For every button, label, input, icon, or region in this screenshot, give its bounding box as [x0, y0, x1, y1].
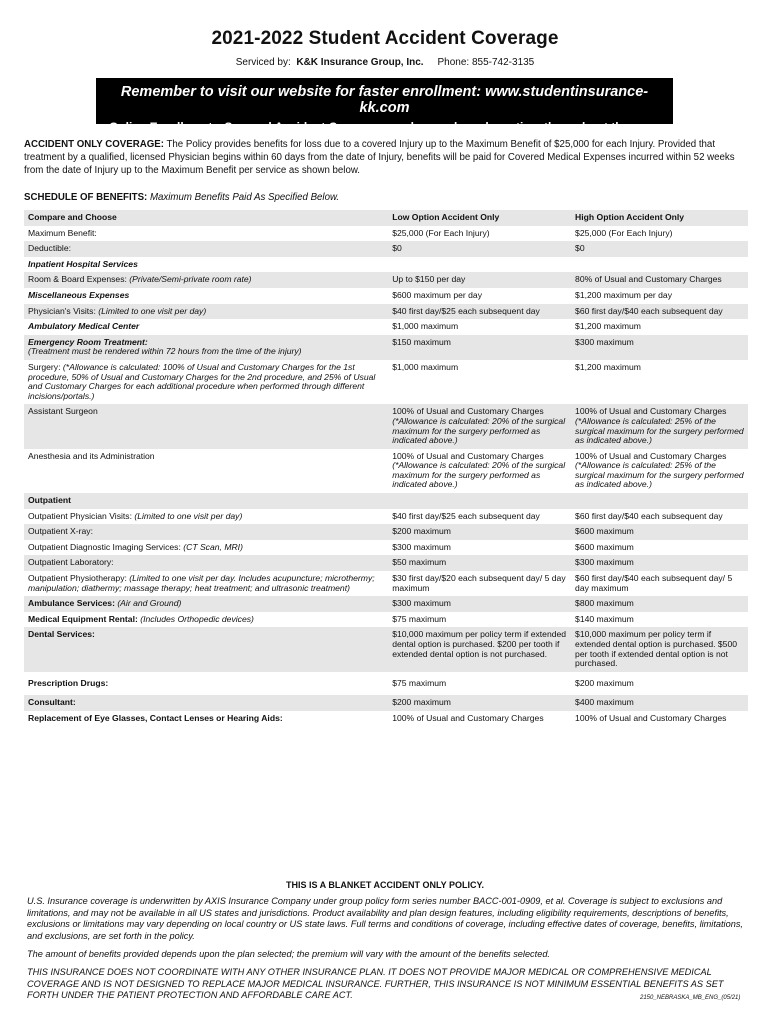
section-heading-inpatient: Inpatient Hospital Services [24, 257, 748, 273]
anesthesia-low: 100% of Usual and Customary Charges [392, 450, 544, 461]
low-option-value: $0 [388, 241, 571, 257]
row-label: Assistant Surgeon [24, 404, 388, 448]
section-heading-outpatient: Outpatient [24, 493, 748, 509]
banner-website-line: Remember to visit our website for faster enrollment: www.studentinsurance-kk.com [120, 84, 649, 116]
table-row [24, 596, 748, 612]
section-row [24, 493, 748, 509]
medical-equipment-label: Medical Equipment Rental: [28, 613, 138, 624]
coverage-intro-text: The Policy provides benefits for loss due to a covered Injury up to the Maximum Benefit of $25,000 for each Injury. Provided that treatment by a qualified, licensed Physician begins within 60 days from the date of Injury, benefits will be paid for Covered Medical Expenses incurred within 52 weeks from the date of Injury up to the Maximum Benefit per service as shown below. [24, 139, 735, 177]
table-row [24, 627, 748, 671]
benefits-table [24, 210, 748, 727]
form-code: 2150_NEBRASKA_MB_ENG_(05/21) [640, 995, 741, 1001]
op-physician-note: (Limited to one visit per day) [134, 510, 243, 521]
low-option-value [388, 449, 571, 493]
anesthesia-high: 100% of Usual and Customary Charges [575, 450, 727, 461]
table-row [24, 226, 748, 242]
assistant-high-note: (*Allowance is calculated: 25% of the surgical maximum for the surgery performed as indicated above.) [575, 415, 744, 446]
schedule-lead: SCHEDULE OF BENEFITS: [24, 192, 148, 203]
phone-number: Phone: 855-742-3135 [437, 57, 535, 68]
table-row [24, 335, 748, 360]
row-label [24, 360, 388, 404]
table-row [24, 319, 748, 335]
table-row [24, 711, 748, 727]
low-option-value: 100% of Usual and Customary Charges [388, 711, 571, 727]
anesthesia-high-note: (*Allowance is calculated: 25% of the surgical maximum for the surgery performed as indicated above.) [575, 460, 744, 490]
schedule-heading [24, 192, 339, 203]
row-label: Outpatient Laboratory: [24, 555, 388, 571]
row-label: Ambulatory Medical Center [24, 319, 388, 335]
assistant-high: 100% of Usual and Customary Charges [575, 406, 727, 417]
table-row [24, 524, 748, 540]
high-option-value [571, 404, 748, 448]
blanket-policy-heading: THIS IS A BLANKET ACCIDENT ONLY POLICY. [285, 880, 485, 890]
column-header: Compare and Choose [24, 210, 388, 226]
row-label: Deductible: [24, 241, 388, 257]
table-row [24, 540, 748, 556]
row-label [24, 571, 388, 596]
column-header: Low Option Accident Only [388, 210, 571, 226]
room-board-note: (Private/Semi-private room rate) [129, 274, 252, 285]
row-label [24, 540, 388, 556]
low-option-value: $25,000 (For Each Injury) [388, 226, 571, 242]
assistant-low-note: (*Allowance is calculated: 20% of the surgical maximum for the surgery performed as indicated above.) [392, 415, 566, 446]
physician-label: Physician's Visits: [28, 305, 99, 316]
table-row [24, 555, 748, 571]
low-option-value: $1,000 maximum [388, 360, 571, 404]
low-option-value: $1,000 maximum [388, 319, 571, 335]
surgery-label: Surgery: [28, 361, 63, 372]
assistant-low: 100% of Usual and Customary Charges [392, 406, 544, 417]
er-note: (Treatment must be rendered within 72 hours from the time of the injury) [28, 346, 302, 357]
coverage-intro [24, 138, 748, 178]
row-label [24, 304, 388, 320]
coverage-intro-lead: ACCIDENT ONLY COVERAGE: [24, 139, 164, 150]
row-label [24, 335, 388, 360]
row-label: Consultant: [24, 695, 388, 711]
low-option-value: $150 maximum [388, 335, 571, 360]
op-imaging-label: Outpatient Diagnostic Imaging Services: [28, 541, 184, 552]
high-option-value [571, 449, 748, 493]
high-option-value: 100% of Usual and Customary Charges [571, 711, 748, 727]
op-physician-label: Outpatient Physician Visits: [28, 510, 135, 521]
table-header-row [24, 210, 748, 226]
table-row [24, 695, 748, 711]
high-option-value: $60 first day/$40 each subsequent day/ 5 day maximum [571, 571, 748, 596]
high-option-value: $1,200 maximum [571, 360, 748, 404]
row-label: Miscellaneous Expenses [24, 288, 388, 304]
table-row [24, 571, 748, 596]
anesthesia-low-note: (*Allowance is calculated: 20% of the surgical maximum for the surgery performed as indicated above.) [392, 460, 566, 490]
disclaimer-paragraph: THIS INSURANCE DOES NOT COORDINATE WITH ANY OTHER INSURANCE PLAN. IT DOES NOT PROVIDE MAJOR MEDICAL OR COMPREHENSIVE MEDICAL COVERAGE AND IS NOT DESIGNED TO REPLACE MAJOR MEDICAL INSURANCE. FURTHER, THIS INSURANCE IS NOT MINIMUM ESSENTIAL BENEFITS AS SET FORTH UNDER THE PATIENT PROTECTION AND AFFORDABLE CARE ACT. [27, 967, 724, 1001]
surgery-note: (*Allowance is calculated: 100% of Usual and Customary Charges for the 1st procedure, 50% of Usual and Customary Charges for the 2nd procedure, and 25% of Usual and Customary Charges for each additional procedure when performed through different incisions/portals.) [28, 361, 376, 401]
table-row [24, 449, 748, 493]
high-option-value: $300 maximum [571, 555, 748, 571]
op-imaging-note: (CT Scan, MRI) [183, 541, 243, 552]
low-option-value [388, 404, 571, 448]
low-option-value: $30 first day/$20 each subsequent day/ 5 day maximum [388, 571, 571, 596]
high-option-value: $10,000 maximum per policy term if extended dental option is purchased. $500 per tooth if extended dental option is not purchased. [571, 627, 748, 671]
table-row [24, 288, 748, 304]
physician-note: (Limited to one visit per day) [98, 305, 207, 316]
underwriting-paragraph: U.S. Insurance coverage is underwritten by AXIS Insurance Company under group policy form series number BACC-001-0909, et al. Coverage is subject to exclusions and limitations, and may not be available in all US states and jurisdictions. Product availability and plan design features, including eligibility requirements, descriptions of benefits, exclusions or limitations may vary depending on local country or US state laws. Full terms and conditions of coverage, including effective dates of coverage, benefits, limitations, and exclusions, are set forth in the policy. [27, 896, 743, 941]
high-option-value: $300 maximum [571, 335, 748, 360]
row-label [24, 612, 388, 628]
serviced-by-line [0, 57, 770, 68]
ambulance-label: Ambulance Services: [28, 598, 115, 609]
low-option-value: $40 first day/$25 each subsequent day [388, 304, 571, 320]
op-physio-label: Outpatient Physiotherapy: [28, 573, 130, 584]
row-label: Maximum Benefit: [24, 226, 388, 242]
table-row [24, 612, 748, 628]
low-option-value: $50 maximum [388, 555, 571, 571]
high-option-value: $400 maximum [571, 695, 748, 711]
schedule-text: Maximum Benefits Paid As Specified Below. [147, 192, 340, 203]
low-option-value: $40 first day/$25 each subsequent day [388, 509, 571, 525]
row-label [24, 596, 388, 612]
enrollment-banner [96, 78, 673, 134]
op-physio-note: (Limited to one visit per day. Includes acupuncture; microthermy; manipulation; diathermy; massage therapy; heat treatment; and ultrasonic treatment) [28, 573, 375, 593]
row-label: Anesthesia and its Administration [24, 449, 388, 493]
er-label: Emergency Room Treatment: [28, 336, 148, 347]
row-label: Outpatient X-ray: [24, 524, 388, 540]
high-option-value: $140 maximum [571, 612, 748, 628]
row-label: Prescription Drugs: [24, 672, 388, 696]
row-label: Dental Services: [24, 627, 388, 671]
high-option-value: $200 maximum [571, 672, 748, 696]
high-option-value: $1,200 maximum [571, 319, 748, 335]
serviced-by-label: Serviced by: [235, 57, 291, 68]
table-row [24, 509, 748, 525]
low-option-value: $300 maximum [388, 540, 571, 556]
high-option-value: $0 [571, 241, 748, 257]
banner-enrollment-line: Online Enrollment—Secured Accident Coverage can be purchased any time throughout the year. [108, 120, 660, 134]
high-option-value: $25,000 (For Each Injury) [571, 226, 748, 242]
low-option-value: $75 maximum [388, 672, 571, 696]
table-row [24, 404, 748, 448]
high-option-value: $600 maximum [571, 524, 748, 540]
table-row [24, 304, 748, 320]
serviced-by-company: K&K Insurance Group, Inc. [296, 57, 424, 68]
document-title: 2021-2022 Student Accident Coverage [211, 28, 559, 49]
low-option-value: $200 maximum [388, 524, 571, 540]
row-label [24, 509, 388, 525]
section-row [24, 257, 748, 273]
medical-equipment-note: (Includes Orthopedic devices) [137, 613, 254, 624]
row-label: Replacement of Eye Glasses, Contact Lenses or Hearing Aids: [24, 711, 388, 727]
high-option-value: $600 maximum [571, 540, 748, 556]
table-row [24, 241, 748, 257]
low-option-value: $300 maximum [388, 596, 571, 612]
high-option-value: $60 first day/$40 each subsequent day [571, 304, 748, 320]
table-row [24, 272, 748, 288]
low-option-value: $600 maximum per day [388, 288, 571, 304]
column-header: High Option Accident Only [571, 210, 748, 226]
high-option-value: $1,200 maximum per day [571, 288, 748, 304]
high-option-value: $800 maximum [571, 596, 748, 612]
low-option-value: $200 maximum [388, 695, 571, 711]
low-option-value: $10,000 maximum per policy term if extended dental option is purchased. $200 per tooth if extended dental option is not purchased. [388, 627, 571, 671]
row-label [24, 272, 388, 288]
high-option-value: $60 first day/$40 each subsequent day [571, 509, 748, 525]
low-option-value: $75 maximum [388, 612, 571, 628]
table-row [24, 360, 748, 404]
room-board-label: Room & Board Expenses: [28, 274, 130, 285]
low-option-value: Up to $150 per day [388, 272, 571, 288]
premium-paragraph: The amount of benefits provided depends upon the plan selected; the premium will vary with the amount of the benefits selected. [27, 949, 550, 959]
ambulance-note: (Air and Ground) [114, 598, 182, 609]
table-row [24, 672, 748, 696]
high-option-value: 80% of Usual and Customary Charges [571, 272, 748, 288]
